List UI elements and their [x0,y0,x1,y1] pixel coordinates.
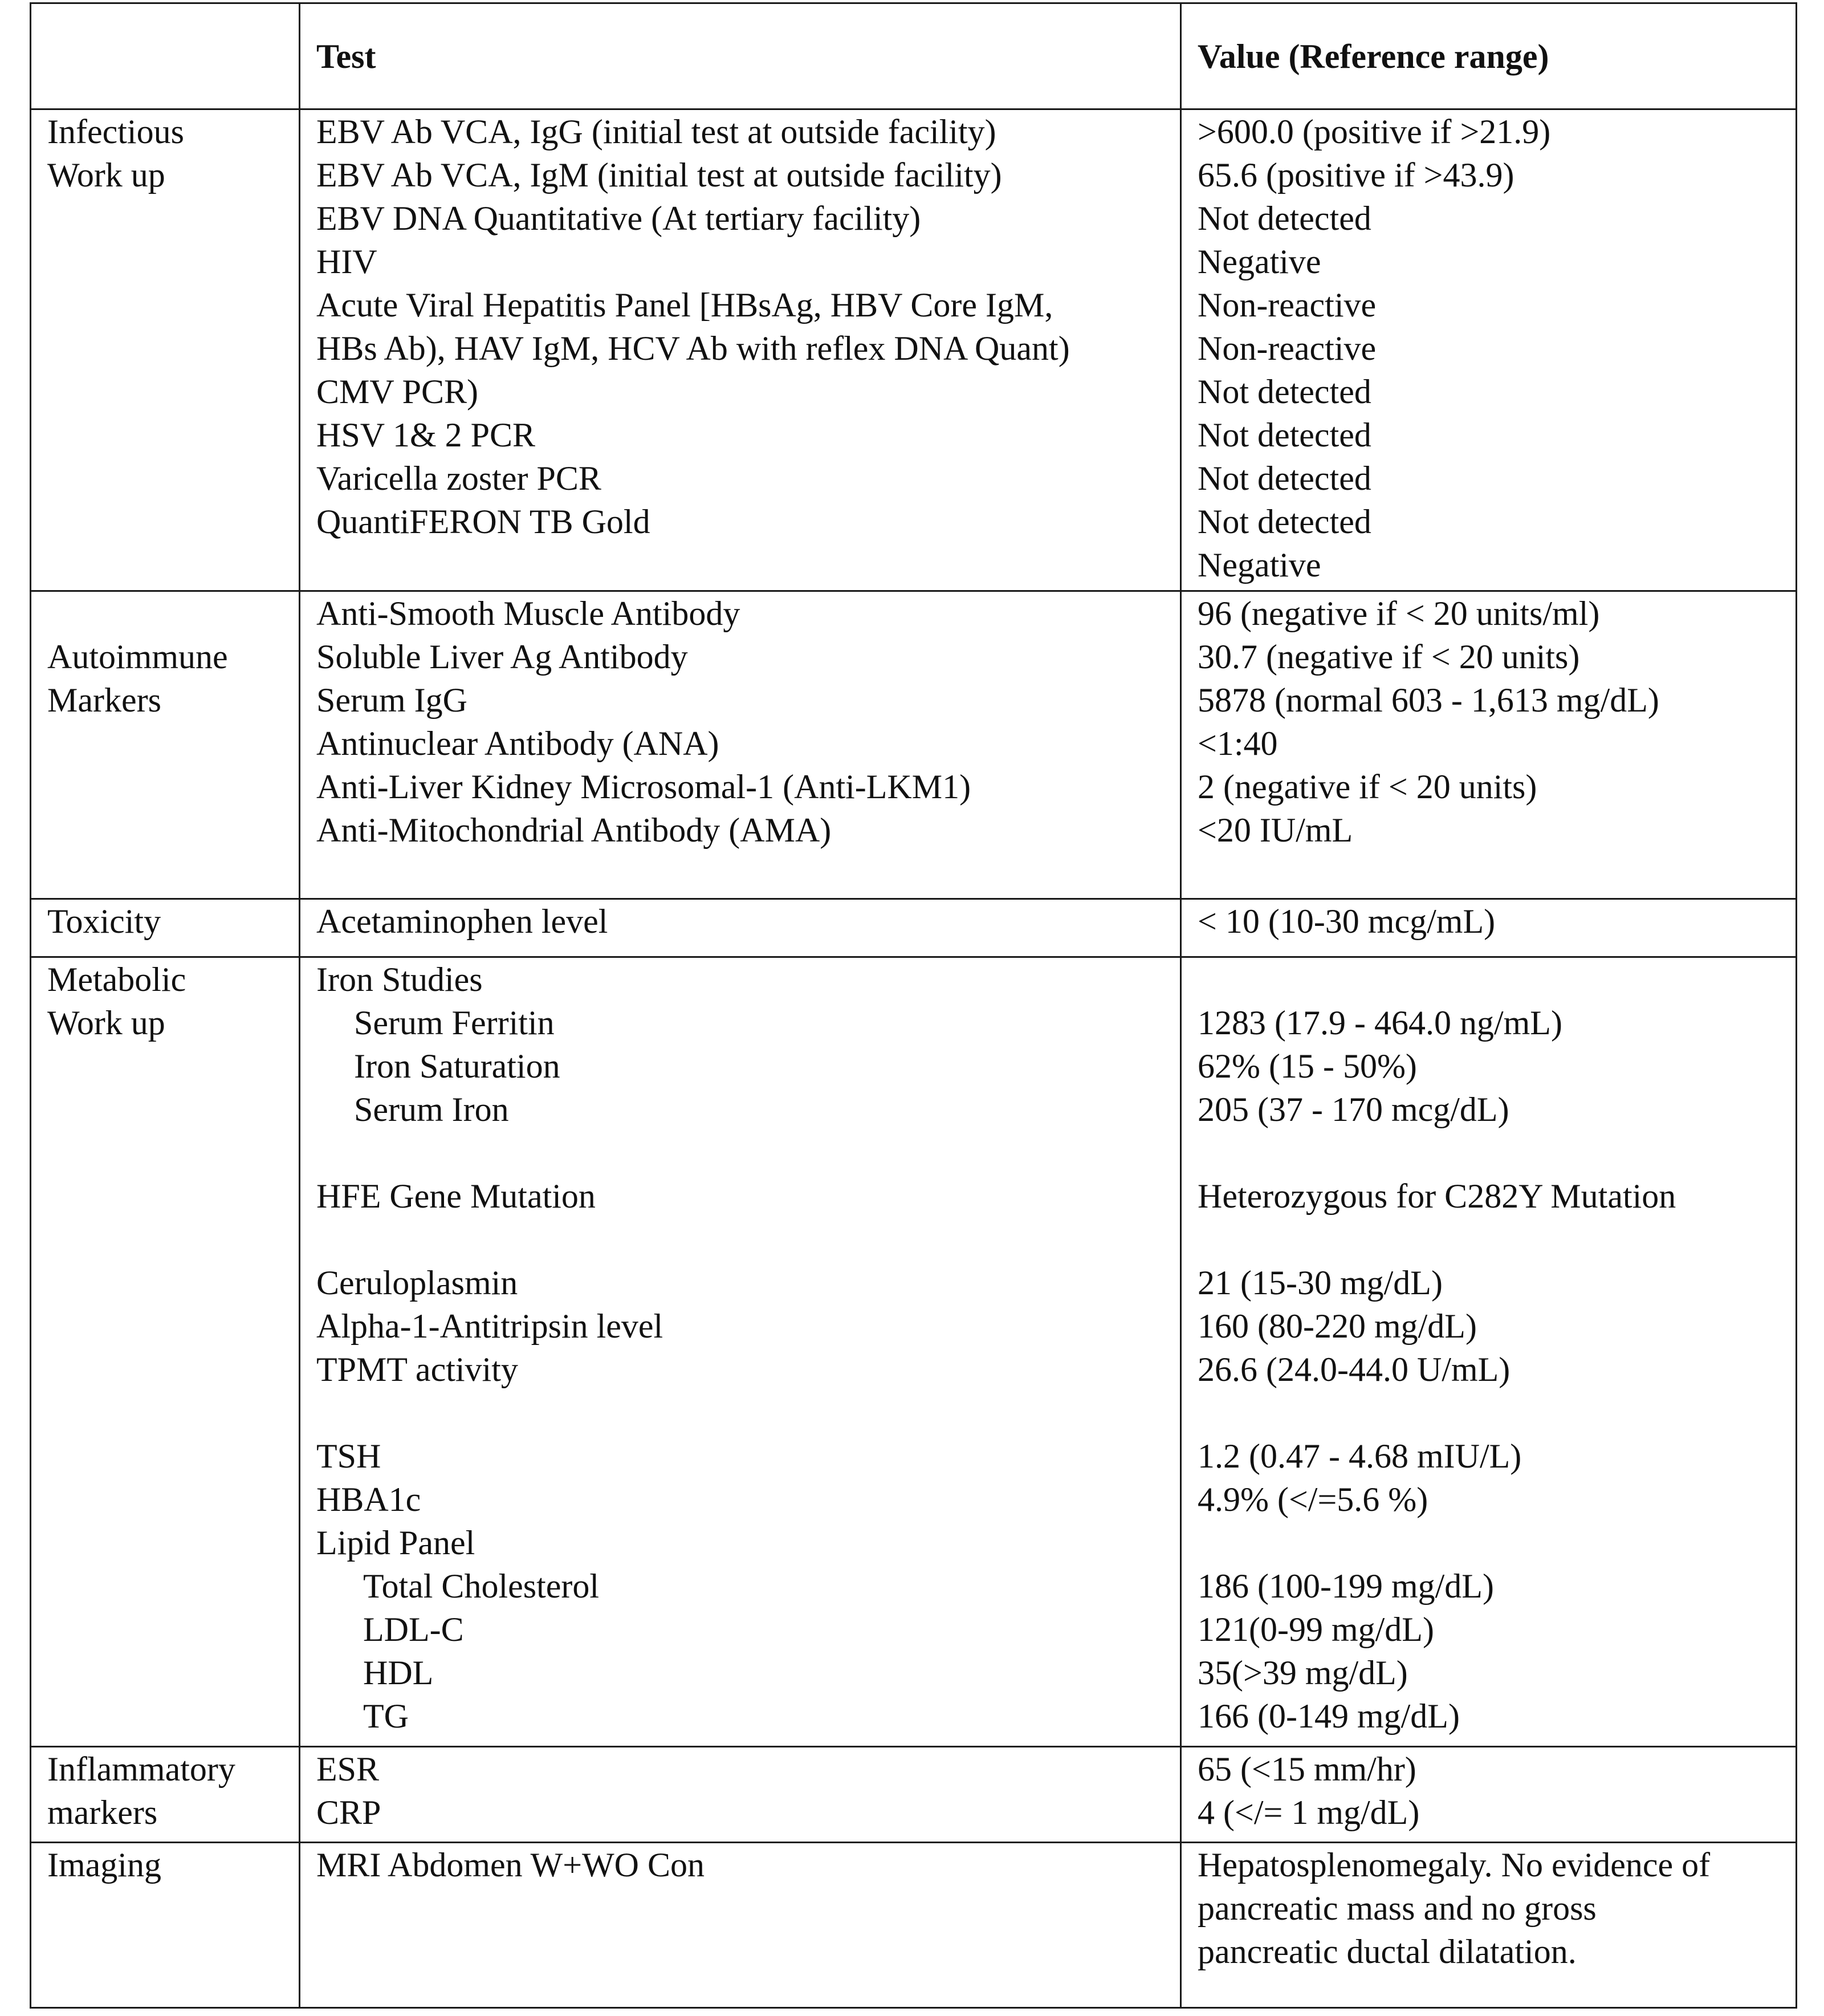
header-row [31,3,1797,109]
test-value: 121(0-99 mg/dL) [1198,1611,1434,1648]
infectious-values [1181,109,1797,591]
test-value: 30.7 (negative if < 20 units) [1198,638,1580,676]
category-line: Work up [47,1004,165,1042]
test-value: 4 (</= 1 mg/dL) [1198,1794,1420,1831]
test-name: ESR [316,1750,380,1788]
infectious-category [31,109,300,591]
header-value: Value (Reference range) [1181,3,1797,109]
test-name: HBs Ab), HAV IgM, HCV Ab with reflex DNA Quant) [316,330,1070,367]
test-name: Iron Saturation [354,1047,560,1085]
test-value: 65 (<15 mm/hr) [1198,1750,1416,1788]
test-value: Not detected [1198,503,1371,540]
infectious-row [31,109,1797,591]
test-value: >600.0 (positive if >21.9) [1198,113,1551,151]
inflammatory-tests [300,1747,1181,1843]
test-name: Anti-Mitochondrial Antibody (AMA) [316,811,832,849]
lipid-panel-label: Lipid Panel [316,1524,475,1562]
test-value: 35(>39 mg/dL) [1198,1654,1408,1692]
category-line: Metabolic [47,961,186,998]
test-name: CRP [316,1794,381,1831]
test-name: HIV [316,243,377,281]
test-name: TSH [316,1437,381,1475]
test-name: HSV 1& 2 PCR [316,416,536,454]
test-value: 5878 (normal 603 - 1,613 mg/dL) [1198,681,1659,719]
toxicity-test: Acetaminophen level [300,899,1181,957]
test-name: HBA1c [316,1481,421,1518]
test-name: Acute Viral Hepatitis Panel [HBsAg, HBV Core IgM, [316,286,1053,324]
iron-studies-label: Iron Studies [316,961,483,998]
test-value: 62% (15 - 50%) [1198,1047,1417,1085]
test-name: Serum IgG [316,681,467,719]
test-value: Not detected [1198,460,1371,497]
test-value: Not detected [1198,200,1371,237]
test-name: CMV PCR) [316,373,479,410]
category-line: markers [47,1794,158,1831]
test-value: Heterozygous for C282Y Mutation [1198,1177,1676,1215]
test-name: EBV Ab VCA, IgG (initial test at outside facility) [316,113,996,151]
test-name: TG [363,1697,409,1735]
test-name: Serum Iron [354,1091,509,1128]
test-name: Serum Ferritin [354,1004,555,1042]
imaging-row [31,1843,1797,2008]
test-value: Not detected [1198,416,1371,454]
test-value: 166 (0-149 mg/dL) [1198,1697,1460,1735]
test-value: 186 (100-199 mg/dL) [1198,1567,1494,1605]
test-value: 65.6 (positive if >43.9) [1198,156,1514,194]
header-category [31,3,300,109]
test-value: 26.6 (24.0-44.0 U/mL) [1198,1351,1510,1388]
test-name: EBV Ab VCA, IgM (initial test at outside facility) [316,156,1002,194]
test-value: 1283 (17.9 - 464.0 ng/mL) [1198,1004,1562,1042]
test-value: 96 (negative if < 20 units/ml) [1198,595,1600,632]
test-value: 4.9% (</=5.6 %) [1198,1481,1428,1518]
metabolic-tests [300,957,1181,1747]
test-name: HDL [363,1654,434,1692]
imaging-category: Imaging [31,1843,300,2008]
category-line: Autoimmune [47,638,228,676]
toxicity-category: Toxicity [31,899,300,957]
toxicity-value: < 10 (10-30 mcg/mL) [1181,899,1797,957]
autoimmune-row [31,591,1797,899]
test-value: <20 IU/mL [1198,811,1353,849]
autoimmune-values [1181,591,1797,899]
inflammatory-row [31,1747,1797,1843]
test-value: Negative [1198,546,1321,584]
test-value: Not detected [1198,373,1371,410]
infectious-tests [300,109,1181,591]
test-value: 205 (37 - 170 mcg/dL) [1198,1091,1509,1128]
inflammatory-values [1181,1747,1797,1843]
test-name: Anti-Smooth Muscle Antibody [316,595,740,632]
value-line: Hepatosplenomegaly. No evidence of [1198,1846,1711,1884]
imaging-value [1181,1843,1797,2008]
test-value: 1.2 (0.47 - 4.68 mIU/L) [1198,1437,1522,1475]
test-name: EBV DNA Quantitative (At tertiary facility) [316,200,921,237]
test-value: Non-reactive [1198,330,1377,367]
test-value: <1:40 [1198,725,1278,762]
category-line: Markers [47,681,161,719]
test-name: TPMT activity [316,1351,518,1388]
category-line: Inflammatory [47,1750,235,1788]
test-value: 21 (15-30 mg/dL) [1198,1264,1443,1302]
test-name: Soluble Liver Ag Antibody [316,638,688,676]
value-line: pancreatic ductal dilatation. [1198,1933,1577,1970]
test-value: 2 (negative if < 20 units) [1198,768,1537,806]
test-value: Non-reactive [1198,286,1377,324]
value-line: pancreatic mass and no gross [1198,1889,1597,1927]
test-name: Varicella zoster PCR [316,460,601,497]
test-name: Alpha-1-Antitripsin level [316,1307,663,1345]
test-name: QuantiFERON TB Gold [316,503,650,540]
test-name: Total Cholesterol [363,1567,600,1605]
autoimmune-category [31,591,300,899]
imaging-test: MRI Abdomen W+WO Con [300,1843,1181,2008]
test-name: Antinuclear Antibody (ANA) [316,725,719,762]
test-value: Negative [1198,243,1321,281]
test-name: HFE Gene Mutation [316,1177,596,1215]
test-name: LDL-C [363,1611,464,1648]
inflammatory-category [31,1747,300,1843]
metabolic-values [1181,957,1797,1747]
category-line: Infectious [47,113,184,151]
header-test: Test [300,3,1181,109]
test-name: Ceruloplasmin [316,1264,518,1302]
lab-results-table [30,2,1797,2009]
autoimmune-tests [300,591,1181,899]
metabolic-row [31,957,1797,1747]
toxicity-row [31,899,1797,957]
category-line: Work up [47,156,165,194]
test-name: Anti-Liver Kidney Microsomal-1 (Anti-LKM1) [316,768,971,806]
test-value: 160 (80-220 mg/dL) [1198,1307,1477,1345]
metabolic-category [31,957,300,1747]
